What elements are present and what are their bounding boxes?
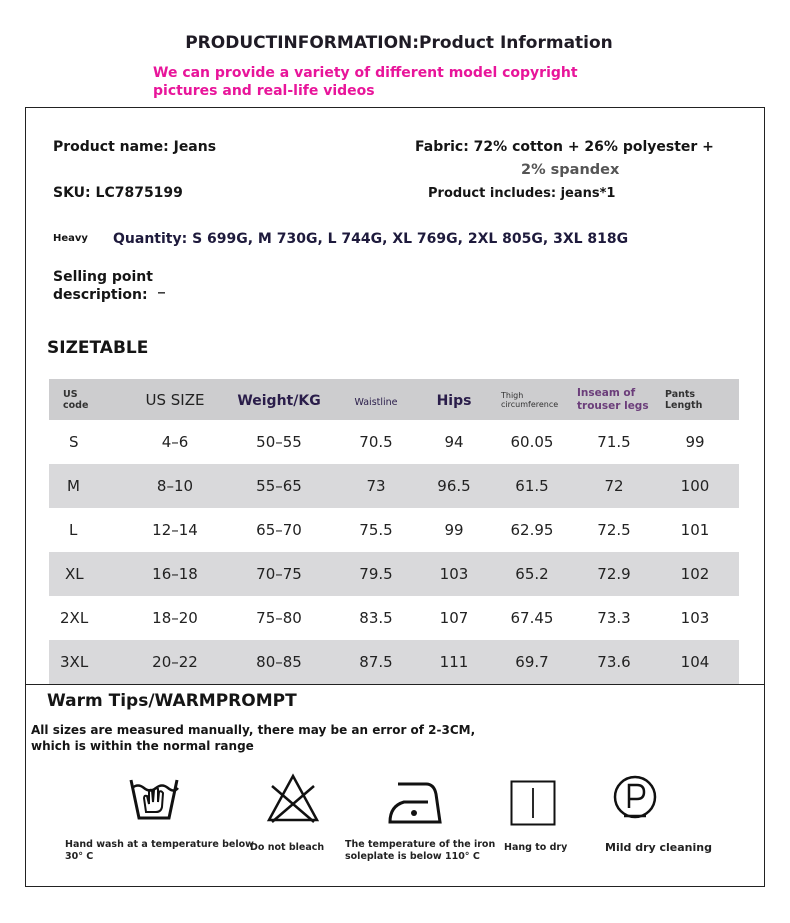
copyright-note-line2: pictures and real-life videos (153, 83, 375, 99)
table-row: 3XL 20–22 80–85 87.5 111 69.7 73.6 104 (49, 640, 739, 684)
warm-tips-line2: which is within the normal range (31, 739, 254, 753)
size-table-header (49, 379, 739, 420)
header-weight: Weight/KG (227, 379, 331, 420)
section-divider (25, 684, 765, 685)
header-inseam: Inseam of trouser legs (577, 379, 651, 420)
hang-dry-label: Hang to dry (504, 842, 568, 853)
fabric-line2: 2% spandex (521, 162, 620, 178)
sku: SKU: LC7875199 (53, 185, 183, 201)
warm-tips-text (31, 722, 475, 754)
selling-point-line2: description: (53, 287, 148, 303)
header-pants-length: Pants Length (651, 379, 739, 420)
table-row: 2XL 18–20 75–80 83.5 107 67.45 73.3 103 (60, 609, 710, 627)
selling-point-label (53, 268, 153, 304)
warm-tips-title: Warm Tips/WARMPROMPT (47, 691, 297, 711)
hand-wash-icon (128, 774, 180, 822)
quantity: Quantity: S 699G, M 730G, L 744G, XL 769G, 2XL 805G, 3XL 818G (113, 231, 629, 247)
table-row: S 4–6 50–55 70.5 94 60.05 71.5 99 (69, 433, 705, 451)
iron-icon (386, 780, 442, 826)
product-includes: Product includes: jeans*1 (428, 186, 616, 201)
page-title: PRODUCTINFORMATION:Product Information (185, 33, 613, 53)
warm-tips-line1: All sizes are measured manually, there may be an error of 2-3CM, (31, 723, 476, 737)
table-row: L 12–14 65–70 75.5 99 62.95 72.5 101 (69, 521, 710, 539)
table-row: XL 16–18 70–75 79.5 103 65.2 72.9 102 (49, 552, 739, 596)
iron-label: The temperature of the iron soleplate is below 110° C (345, 839, 496, 862)
header-waistline: Waistline (331, 379, 421, 420)
size-table (49, 379, 739, 684)
header-us-size: US SIZE (123, 379, 227, 420)
hand-wash-label: Hand wash at a temperature below 30° C (65, 839, 254, 862)
no-bleach-icon (266, 772, 320, 824)
table-row: M 8–10 55–65 73 96.5 61.5 72 100 (49, 464, 739, 508)
dry-clean-label: Mild dry cleaning (605, 841, 712, 854)
copyright-note (153, 64, 578, 100)
selling-point-value: _ (158, 278, 165, 294)
heavy-label: Heavy (53, 233, 88, 244)
size-table-title: SIZETABLE (47, 338, 149, 358)
header-thigh: Thigh circumference (487, 379, 577, 420)
product-name: Product name: Jeans (53, 139, 217, 155)
header-us-code: US code (49, 379, 123, 420)
no-bleach-label: Do not bleach (250, 842, 325, 853)
dry-clean-icon (612, 774, 658, 820)
hang-dry-icon (510, 780, 556, 826)
fabric-line1: Fabric: 72% cotton + 26% polyester + (415, 139, 714, 155)
copyright-note-line1: We can provide a variety of different model copyright (153, 65, 578, 81)
selling-point-line1: Selling point (53, 269, 153, 285)
header-hips: Hips (421, 379, 487, 420)
